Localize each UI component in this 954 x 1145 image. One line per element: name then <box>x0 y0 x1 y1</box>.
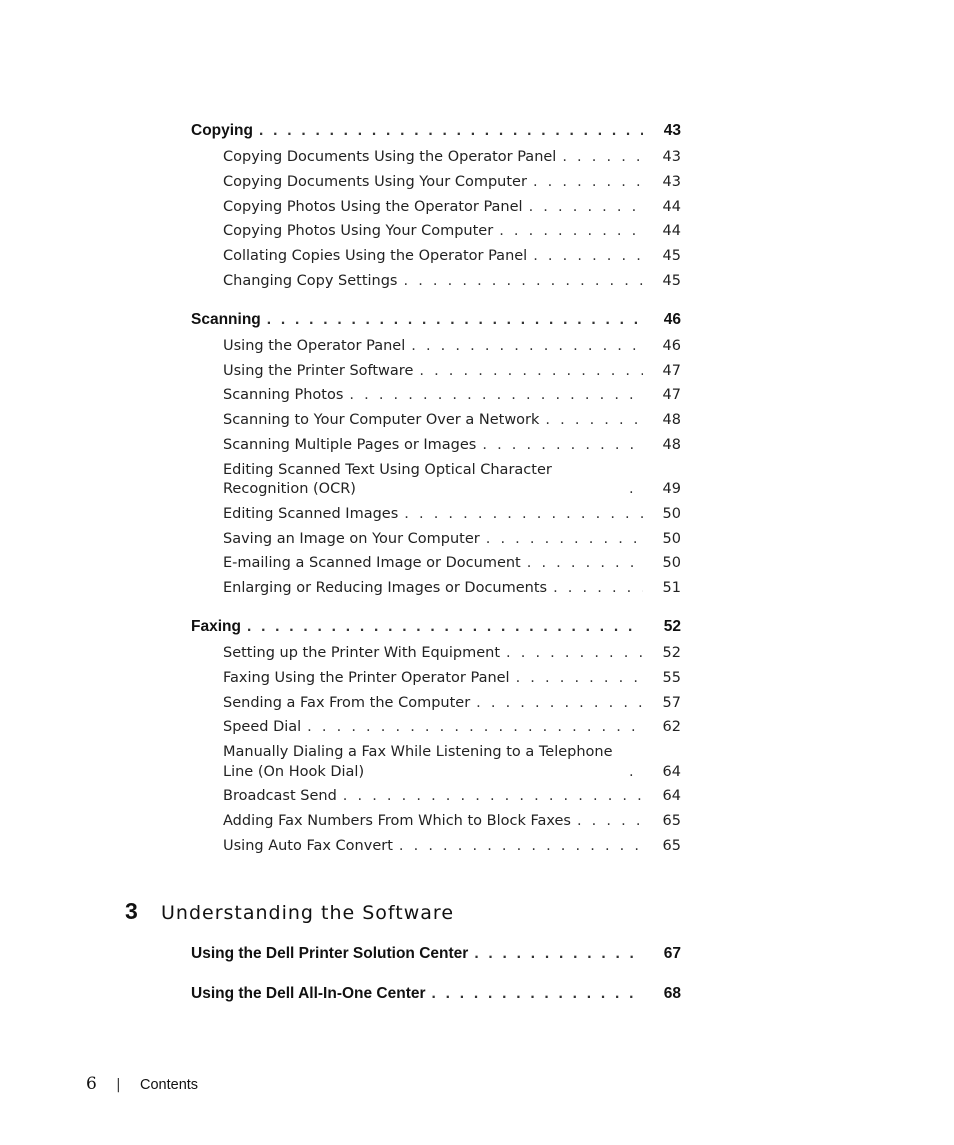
toc-entry-title: Using Auto Fax Convert <box>223 837 393 854</box>
toc-entry-title: Using the Operator Panel <box>223 337 406 354</box>
toc-entry[interactable] <box>191 383 681 408</box>
dot-leader <box>629 763 643 783</box>
dot-leader <box>527 551 643 576</box>
toc-entry[interactable] <box>191 809 681 834</box>
toc-entry[interactable] <box>191 195 681 220</box>
toc-page-number: 51 <box>662 580 681 597</box>
dot-leader <box>545 408 643 433</box>
chapter-title: Understanding the Software <box>161 902 455 924</box>
dot-leader <box>629 480 643 500</box>
toc-section-copying[interactable] <box>191 118 681 144</box>
toc-section-title: Scanning <box>191 310 261 328</box>
toc-page-number: 43 <box>662 149 681 165</box>
toc-entry-title: Adding Fax Numbers From Which to Block Faxes <box>223 812 571 829</box>
toc-entry-title: Editing Scanned Text Using Optical Character Recognition (OCR) <box>223 461 552 498</box>
toc-entry-title: Changing Copy Settings <box>223 272 398 289</box>
dot-leader <box>562 145 643 170</box>
toc-entry-title: Scanning Photos <box>223 387 344 404</box>
toc-section-title: Using the Dell All-In-One Center <box>191 985 426 1002</box>
dot-leader <box>432 981 643 1007</box>
toc-entry-title: Speed Dial <box>223 719 302 736</box>
dot-leader <box>476 691 643 716</box>
dot-leader <box>486 527 643 552</box>
toc-page-number: 64 <box>662 788 681 805</box>
toc-entry[interactable] <box>191 458 681 502</box>
dot-leader <box>259 118 643 144</box>
dot-leader <box>553 576 643 601</box>
toc-section-title: Using the Dell Printer Solution Center <box>191 945 469 962</box>
dot-leader <box>499 219 643 244</box>
toc-section-title: Copying <box>191 122 253 139</box>
dot-leader <box>577 809 643 834</box>
toc-page-number: 48 <box>662 412 681 429</box>
toc-page-number: 50 <box>662 530 681 547</box>
toc-entry[interactable] <box>191 834 681 859</box>
toc-entry[interactable] <box>191 715 681 740</box>
toc-page-number: 50 <box>662 555 681 572</box>
toc-entry-title: Collating Copies Using the Operator Panel <box>223 248 528 265</box>
footer-separator: | <box>116 1077 121 1093</box>
toc-page-number: 52 <box>663 617 681 635</box>
toc-page-number: 43 <box>663 122 681 139</box>
toc-entry-title: Faxing Using the Printer Operator Panel <box>223 669 510 686</box>
toc-entry[interactable] <box>191 551 681 576</box>
toc-entry[interactable] <box>191 527 681 552</box>
toc-entry-title: Copying Photos Using the Operator Panel <box>223 198 523 215</box>
toc-page-number: 45 <box>662 272 681 289</box>
chapter-heading <box>125 898 454 925</box>
toc-entry-title: Setting up the Printer With Equipment <box>223 644 501 661</box>
toc-entry[interactable] <box>191 433 681 458</box>
toc-entry[interactable] <box>191 641 681 666</box>
toc-page-number: 47 <box>662 362 681 379</box>
toc-entry[interactable] <box>191 784 681 809</box>
toc-entry[interactable] <box>191 666 681 691</box>
dot-leader <box>349 383 643 408</box>
toc-entry[interactable] <box>191 740 681 784</box>
toc-page-number: 49 <box>662 481 681 498</box>
toc-page-number: 48 <box>662 436 681 453</box>
footer-label: Contents <box>140 1077 199 1093</box>
toc-page-number: 67 <box>663 945 681 962</box>
toc-entry[interactable] <box>191 170 681 195</box>
dot-leader <box>343 784 643 809</box>
dot-leader <box>533 170 643 195</box>
dot-leader <box>399 834 643 859</box>
dot-leader <box>404 502 643 527</box>
chapter-number: 3 <box>125 898 138 924</box>
toc-entry[interactable] <box>191 359 681 384</box>
footer-page-number: 6 <box>86 1074 97 1094</box>
chapter-sections <box>191 941 681 1021</box>
toc-entry-title: Copying Documents Using the Operator Panel <box>223 149 557 165</box>
toc-page-number: 50 <box>662 505 681 522</box>
dot-leader <box>533 244 643 269</box>
toc-entry-title: Editing Scanned Images <box>223 505 399 522</box>
dot-leader <box>411 334 643 359</box>
dot-leader <box>267 307 643 333</box>
toc-page-number: 43 <box>662 173 681 190</box>
toc-entry-title: Saving an Image on Your Computer <box>223 530 480 547</box>
toc-entry[interactable] <box>191 691 681 716</box>
toc-section-all-in-one-center[interactable] <box>191 981 681 1007</box>
toc-section-title: Faxing <box>191 617 241 635</box>
toc-entry[interactable] <box>191 145 681 170</box>
toc-entry[interactable] <box>191 269 681 294</box>
toc-entry-title: Enlarging or Reducing Images or Documents <box>223 580 548 597</box>
toc-section-printer-solution-center[interactable] <box>191 941 681 967</box>
toc-entry-title: Sending a Fax From the Computer <box>223 694 471 711</box>
toc-page-number: 52 <box>662 644 681 661</box>
toc-entry-title: Copying Photos Using Your Computer <box>223 223 494 240</box>
table-of-contents <box>191 118 681 859</box>
toc-entry-title: Broadcast Send <box>223 788 337 805</box>
toc-section-scanning[interactable] <box>191 307 681 333</box>
toc-entry[interactable] <box>191 219 681 244</box>
dot-leader <box>404 269 644 294</box>
toc-entry[interactable] <box>191 576 681 601</box>
dot-leader <box>506 641 643 666</box>
dot-leader <box>419 359 643 384</box>
toc-page-number: 44 <box>662 198 681 215</box>
toc-page-number: 46 <box>663 310 681 328</box>
toc-entry-title: E-mailing a Scanned Image or Document <box>223 555 521 572</box>
page-footer <box>86 1074 198 1094</box>
toc-entry-title: Scanning Multiple Pages or Images <box>223 436 477 453</box>
toc-entry[interactable] <box>191 502 681 527</box>
dot-leader <box>529 195 643 220</box>
toc-entry[interactable] <box>191 334 681 359</box>
dot-leader <box>307 715 643 740</box>
dot-leader <box>516 666 643 691</box>
toc-page-number: 65 <box>662 837 681 854</box>
toc-section-faxing[interactable] <box>191 614 681 640</box>
toc-entry-title: Using the Printer Software <box>223 362 414 379</box>
toc-entry[interactable] <box>191 408 681 433</box>
dot-leader <box>247 614 643 640</box>
toc-page-number: 64 <box>662 763 681 780</box>
toc-page-number: 57 <box>662 694 681 711</box>
toc-page-number: 62 <box>662 719 681 736</box>
toc-page-number: 47 <box>662 387 681 404</box>
toc-page-number: 65 <box>662 812 681 829</box>
toc-entry[interactable] <box>191 244 681 269</box>
toc-entry-title: Manually Dialing a Fax While Listening to a Telephone Line (On Hook Dial) <box>223 744 613 780</box>
toc-page-number: 45 <box>662 248 681 265</box>
toc-page-number: 46 <box>662 337 681 354</box>
dot-leader <box>482 433 643 458</box>
toc-page-number: 68 <box>663 985 681 1002</box>
toc-entry-title: Copying Documents Using Your Computer <box>223 173 527 190</box>
toc-page-number: 55 <box>662 669 681 686</box>
dot-leader <box>474 941 643 967</box>
toc-entry-title: Scanning to Your Computer Over a Network <box>223 412 540 429</box>
toc-page-number: 44 <box>662 223 681 240</box>
